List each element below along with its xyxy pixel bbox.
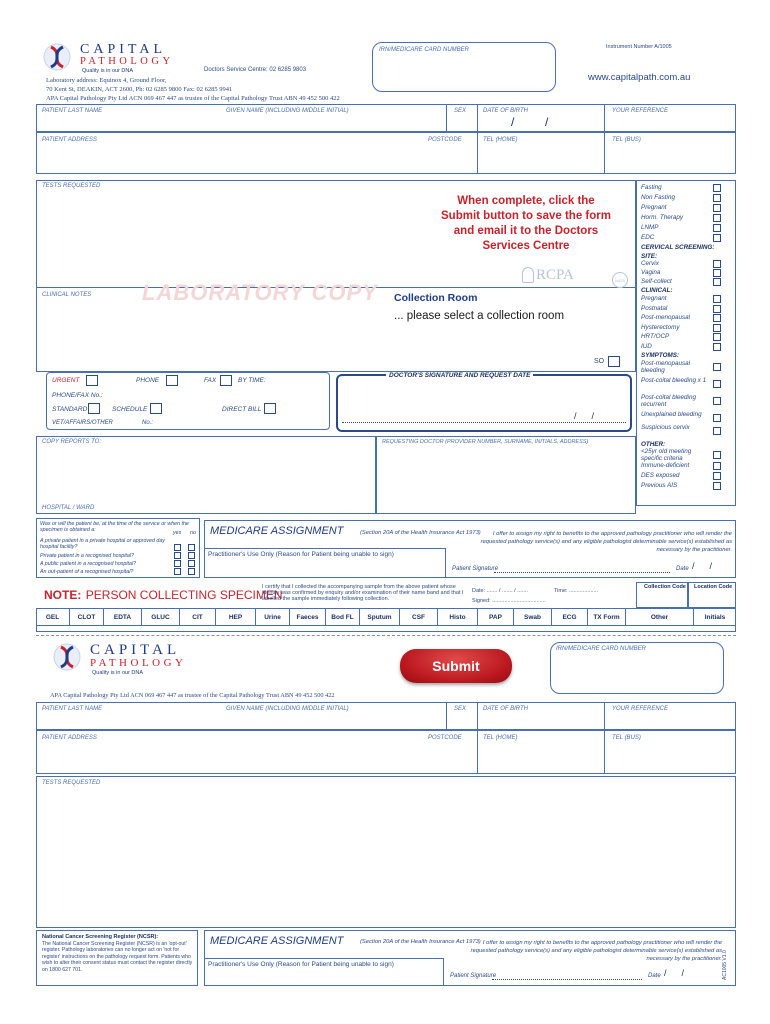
patient-status-checkbox[interactable] bbox=[188, 568, 195, 575]
specimen-type-histo[interactable]: Histo bbox=[438, 609, 478, 625]
clinical-option-checkbox[interactable] bbox=[713, 427, 721, 435]
clinical-option-label: Post-menopausal bleeding bbox=[641, 360, 691, 374]
lower-date-slashes: / / bbox=[664, 968, 685, 978]
urgent-label: URGENT bbox=[52, 377, 80, 384]
submit-button-label: Submit bbox=[432, 658, 480, 674]
logo bbox=[42, 42, 182, 76]
patient-status-q5: An out-patient of a recognised hospital? bbox=[40, 569, 134, 575]
patient-signature-label: Patient Signature bbox=[452, 566, 499, 572]
clinical-section-heading: CERVICAL SCREENING: bbox=[641, 244, 715, 251]
specimen-type-gluc[interactable]: GLUC bbox=[142, 609, 180, 625]
brand-tagline: Quality is in our DNA bbox=[82, 68, 134, 74]
location-code-label: Location Code bbox=[694, 584, 733, 590]
tests-requested-label: TESTS REQUESTED bbox=[42, 183, 101, 189]
clinical-option-label: Post-coital bleeding x 1 bbox=[641, 377, 707, 384]
specimen-type-sputum[interactable]: Sputum bbox=[360, 609, 400, 625]
clinical-option-label: Hysterectomy bbox=[641, 323, 680, 331]
clinical-option-label: Fasting bbox=[641, 184, 662, 191]
sex-divider bbox=[446, 104, 447, 132]
patient-status-q1: Was or will the patient be, at the time of the service or when the specimen is obtained a: bbox=[40, 521, 189, 533]
lower-brand-tagline: Quality is in our DNA bbox=[92, 670, 144, 676]
note-label: NOTE: bbox=[44, 588, 82, 602]
medicare-date-slashes: / / bbox=[692, 561, 713, 571]
website[interactable]: www.capitalpath.com.au bbox=[588, 72, 691, 83]
clinical-option-label: Non Fasting bbox=[641, 194, 675, 201]
laboratory-copy-watermark: LABORATORY COPY bbox=[142, 280, 378, 305]
lower-tests-label: TESTS REQUESTED bbox=[42, 780, 101, 786]
rcpa-logo bbox=[522, 264, 574, 286]
brand-line1: CAPITAL bbox=[80, 42, 166, 57]
clinical-option-checkbox[interactable] bbox=[713, 214, 721, 222]
ncsr-title: National Cancer Screening Register (NCSR): bbox=[42, 934, 159, 940]
patient-status-checkbox[interactable] bbox=[188, 544, 195, 551]
medicare-section: (Section 20A of the Health Insurance Act 1973) bbox=[360, 530, 481, 536]
collector-time: Time: ................... bbox=[554, 588, 599, 594]
lower-tel-bus-label: TEL (BUS) bbox=[612, 735, 641, 741]
dna-logo-icon bbox=[52, 642, 82, 672]
clinical-option-checkbox[interactable] bbox=[713, 305, 721, 313]
signature-date: / / bbox=[574, 411, 595, 421]
lower-signature-line bbox=[492, 979, 642, 980]
clinical-option-label: Immune-deficient bbox=[641, 462, 690, 469]
dob-divider bbox=[477, 104, 478, 132]
rcpa-text: RCPA bbox=[536, 266, 574, 283]
lower-abn: APA Capital Pathology Pty Ltd ACN 069 467 447 as trustee of the Capital Pathology Trust ABN 49 452 500 422 bbox=[50, 692, 335, 699]
submit-instruction: When complete, click the Submit button to save the form and email it to the Doctors Services Centre bbox=[441, 195, 611, 252]
phone-label: PHONE bbox=[136, 377, 160, 384]
collector-certify: I certify that I collected the accompanying sample from the above patient whose identity was confirmed by enquiry and/or examination of their name band and that I labelled the sample immediately following collection. bbox=[262, 584, 464, 602]
doctor-signature-box[interactable] bbox=[336, 374, 632, 432]
patient-status-q3: Private patient in a recognised hospital? bbox=[40, 553, 134, 559]
collector-date: Date: ....... / ....... / ....... bbox=[472, 588, 528, 594]
clinical-option-checkbox[interactable] bbox=[713, 184, 721, 192]
irn-label: IRN/MEDICARE CARD NUMBER bbox=[379, 47, 470, 53]
given-name-label: GIVEN NAME (INCLUDING MIDDLE INITIAL) bbox=[226, 108, 349, 114]
clinical-option-label: Unexplained bleeding bbox=[641, 411, 702, 418]
clinical-section-heading: SITE: bbox=[641, 253, 658, 260]
your-reference-label: YOUR REFERENCE bbox=[612, 108, 669, 114]
clinical-option-checkbox[interactable] bbox=[713, 269, 721, 277]
nata-text: NATA bbox=[614, 277, 626, 283]
dob-slash-1: / bbox=[511, 115, 515, 129]
lower-sex-divider bbox=[446, 702, 447, 730]
lab-address-2: 70 Kent St, DEAKIN, ACT 2600, Ph: 02 6285 9800 Fax: 02 6285 9941 bbox=[46, 86, 233, 93]
patient-status-checkbox[interactable] bbox=[174, 552, 181, 559]
lower-practitioner-label: Practitioner's Use Only (Reason for Patient being unable to sign) bbox=[208, 961, 394, 968]
copy-reports-label: COPY REPORTS TO: bbox=[42, 439, 102, 445]
clinical-section-heading: OTHER: bbox=[641, 441, 666, 448]
fax-label: FAX bbox=[204, 377, 217, 384]
lower-given-name-label: GIVEN NAME (INCLUDING MIDDLE INITIAL) bbox=[226, 706, 349, 712]
practitioner-use-label: Practitioner's Use Only (Reason for Patient being unable to sign) bbox=[208, 551, 394, 558]
collector-signed: Signed: ................................... bbox=[472, 598, 546, 604]
patient-status-checkbox[interactable] bbox=[188, 552, 195, 559]
clinical-option-checkbox[interactable] bbox=[713, 234, 721, 242]
clinical-option-checkbox[interactable] bbox=[713, 472, 721, 480]
sex-label: SEX bbox=[454, 108, 467, 114]
ncsr-text: The National Cancer Screening Register (NCSR) is an 'opt-out' register. Pathology laboratories can no longer act on 'not for register' instructions on the pathology request form. Patients who wish to alter their consent status must contact the register directly on 1800 627 701. bbox=[42, 941, 193, 973]
standard-checkbox[interactable] bbox=[88, 403, 100, 414]
instrument-number: Instrument Number A/1005 bbox=[606, 44, 672, 50]
clinical-option-checkbox[interactable] bbox=[713, 482, 721, 490]
clinical-option-label: Postnatal bbox=[641, 304, 668, 312]
clinical-option-checkbox[interactable] bbox=[713, 333, 721, 341]
clinical-option-label: Pregnant bbox=[641, 295, 667, 302]
hospital-ward-label: HOSPITAL / WARD bbox=[42, 505, 95, 511]
urgent-checkbox[interactable] bbox=[86, 375, 98, 386]
lower-date-label: Date bbox=[648, 973, 661, 979]
lower-tests-box[interactable] bbox=[36, 776, 736, 928]
lower-dob-divider bbox=[477, 702, 478, 730]
clinical-option-label: Self-collect bbox=[641, 278, 672, 285]
lower-patient-signature-label: Patient Signature bbox=[450, 973, 497, 979]
clinical-option-label: Post-menopausal bbox=[641, 314, 691, 321]
dob-label: DATE OF BIRTH bbox=[483, 108, 529, 114]
clinical-option-label: IUD bbox=[641, 342, 652, 350]
clinical-option-checkbox[interactable] bbox=[713, 260, 721, 268]
specimen-type-edta[interactable]: EDTA bbox=[104, 609, 142, 625]
specimen-type-hep[interactable]: HEP bbox=[216, 609, 256, 625]
collection-code-label: Collection Code bbox=[644, 584, 686, 590]
lower-ref-divider bbox=[604, 702, 605, 730]
clinical-option-checkbox[interactable] bbox=[713, 380, 721, 388]
lower-irn-label: IRN/MEDICARE CARD NUMBER bbox=[556, 646, 647, 652]
lab-address-1: Laboratory address: Equinox 4, Ground Floor, bbox=[46, 77, 167, 84]
fax-checkbox[interactable] bbox=[220, 375, 232, 386]
vet-no-label: No.: bbox=[142, 420, 154, 426]
clinical-option-checkbox[interactable] bbox=[713, 295, 721, 303]
direct-bill-label: DIRECT BILL bbox=[222, 406, 262, 413]
clinical-option-checkbox[interactable] bbox=[713, 314, 721, 322]
clinical-option-label: LNMP bbox=[641, 224, 659, 231]
specimen-type-cit[interactable]: CIT bbox=[180, 609, 216, 625]
clinical-option-label: Cervix bbox=[641, 260, 659, 267]
brand-line2: PATHOLOGY bbox=[80, 56, 174, 67]
clinical-section-heading: SYMPTOMS: bbox=[641, 352, 680, 359]
lower-brand-line2: PATHOLOGY bbox=[90, 657, 187, 669]
clinical-option-checkbox[interactable] bbox=[713, 194, 721, 202]
lower-last-name-label: PATIENT LAST NAME bbox=[42, 706, 103, 712]
schedule-checkbox[interactable] bbox=[150, 403, 162, 414]
tear-line bbox=[36, 635, 736, 636]
medicare-title: MEDICARE ASSIGNMENT bbox=[210, 525, 344, 537]
patient-status-checkbox[interactable] bbox=[174, 568, 181, 575]
clinical-option-label: Pregnant bbox=[641, 204, 667, 211]
lower-medicare-section: (Section 20A of the Health Insurance Act 1973) bbox=[360, 939, 481, 945]
yes-label: yes bbox=[173, 530, 182, 536]
person-collecting-label: PERSON COLLECTING SPECIMEN bbox=[85, 588, 283, 602]
dob-slash-2: / bbox=[545, 115, 549, 129]
clinical-option-checkbox[interactable] bbox=[713, 224, 721, 232]
clinical-option-checkbox[interactable] bbox=[713, 204, 721, 212]
so-checkbox[interactable] bbox=[608, 356, 620, 367]
clinical-option-label: Post-coital bleeding recurrent bbox=[641, 394, 696, 408]
clinical-option-checkbox[interactable] bbox=[713, 324, 721, 332]
lower-tel-home-divider bbox=[477, 730, 478, 774]
patient-status-checkbox[interactable] bbox=[174, 544, 181, 551]
tel-bus-label: TEL (BUS) bbox=[612, 137, 641, 143]
clinical-option-label: Previous AIS bbox=[641, 482, 678, 489]
specimen-type-other[interactable]: Other bbox=[626, 609, 694, 625]
specimen-type-initials[interactable]: Initials bbox=[704, 613, 726, 621]
patient-status-q4: A public patient in a recognised hospital? bbox=[40, 561, 137, 567]
patient-status-checkbox[interactable] bbox=[188, 560, 195, 567]
medicare-date-label: Date bbox=[676, 566, 689, 572]
lower-medicare-text: I offer to assign my right to benefits to the approved pathology practitioner who will render the requested pathology service(s) and any eligible pathologist determinable service(s) established as necessary by the practitioner. bbox=[470, 940, 722, 962]
form-code: AC1005 V1.0 bbox=[722, 950, 728, 980]
no-label: no bbox=[190, 530, 196, 536]
schedule-label: SCHEDULE bbox=[112, 406, 148, 413]
specimen-type-ecg[interactable]: ECG bbox=[552, 609, 588, 625]
specimen-type-bod-fl[interactable]: Bod FL bbox=[326, 609, 360, 625]
lower-sex-label: SEX bbox=[454, 706, 467, 712]
specimen-type-csf[interactable]: CSF bbox=[400, 609, 438, 625]
vet-affairs-label: VET/AFFAIRS/OTHER bbox=[52, 420, 113, 426]
tel-home-label: TEL (HOME) bbox=[483, 137, 518, 143]
copy-reports-box[interactable] bbox=[36, 436, 376, 514]
clinical-option-checkbox[interactable] bbox=[713, 451, 721, 459]
nata-logo bbox=[612, 272, 628, 288]
specimen-type-gel[interactable]: GEL bbox=[36, 609, 70, 625]
specimen-type-urine[interactable]: Urine bbox=[256, 609, 290, 625]
lower-logo bbox=[52, 642, 212, 678]
doctor-signature-title: DOCTOR'S SIGNATURE AND REQUEST DATE bbox=[386, 372, 533, 379]
direct-bill-checkbox[interactable] bbox=[264, 403, 276, 414]
clinical-option-checkbox[interactable] bbox=[713, 462, 721, 470]
phone-checkbox[interactable] bbox=[166, 375, 178, 386]
patient-status-checkbox[interactable] bbox=[174, 560, 181, 567]
doctors-centre-phone: Doctors Service Centre: 02 6285 9803 bbox=[204, 67, 307, 73]
clinical-option-label: Suspicious cervix bbox=[641, 424, 690, 431]
clinical-option-label: HRT/OCP bbox=[641, 333, 670, 340]
clinical-option-checkbox[interactable] bbox=[713, 278, 721, 286]
specimen-tick-row[interactable] bbox=[36, 626, 736, 632]
clinical-option-checkbox[interactable] bbox=[713, 414, 721, 422]
so-label: SO bbox=[594, 358, 605, 365]
lower-medicare-title: MEDICARE ASSIGNMENT bbox=[210, 935, 344, 947]
clinical-option-label: Horm. Therapy bbox=[641, 214, 683, 221]
requesting-doctor-label: REQUESTING DOCTOR (PROVIDER NUMBER, SURNAME, INITIALS, ADDRESS) bbox=[382, 439, 589, 445]
clinical-option-label: <25yr old meeting specific criteria bbox=[641, 448, 692, 462]
rcpa-emblem-icon bbox=[522, 267, 534, 283]
requesting-doctor-box[interactable] bbox=[376, 436, 636, 514]
clinical-option-label: Vagina bbox=[641, 269, 661, 276]
dna-logo-icon bbox=[42, 42, 72, 72]
specimen-type-tx-form[interactable]: TX Form bbox=[588, 609, 626, 625]
lower-your-reference-label: YOUR REFERENCE bbox=[612, 706, 669, 712]
patient-signature-line bbox=[494, 572, 670, 573]
signature-line bbox=[342, 422, 626, 423]
collection-room-select[interactable]: ... please select a collection room bbox=[394, 310, 565, 322]
lower-tel-bus-divider bbox=[604, 730, 605, 774]
collector-note bbox=[44, 586, 283, 604]
lower-tel-home-label: TEL (HOME) bbox=[483, 735, 518, 741]
lab-address-3: APA Capital Pathology Pty Ltd ACN 069 467 447 as trustee of the Capital Pathology Trust ABN 49 452 500 422 bbox=[46, 95, 340, 102]
ref-divider bbox=[604, 104, 605, 132]
clinical-option-checkbox[interactable] bbox=[713, 397, 721, 405]
irn-box[interactable] bbox=[372, 42, 556, 92]
lower-postcode-label: POSTCODE bbox=[428, 735, 462, 741]
lower-brand-line1: CAPITAL bbox=[90, 642, 181, 658]
specimen-type-swab[interactable]: Swab bbox=[514, 609, 552, 625]
clinical-option-label: EDC bbox=[641, 234, 655, 241]
lower-dob-label: DATE OF BIRTH bbox=[483, 706, 529, 712]
patient-address-label: PATIENT ADDRESS bbox=[42, 137, 97, 143]
standard-label: STANDARD bbox=[52, 406, 88, 413]
clinical-notes-label: CLINICAL NOTES bbox=[42, 292, 92, 298]
by-time-label: BY TIME: bbox=[238, 377, 266, 384]
clinical-option-checkbox[interactable] bbox=[713, 343, 721, 351]
postcode-label: POSTCODE bbox=[428, 137, 462, 143]
clinical-option-checkbox[interactable] bbox=[713, 363, 721, 371]
phone-fax-no-label: PHONE/FAX No.: bbox=[52, 392, 103, 399]
medicare-text: I offer to assign my right to benefits to the approved pathology practitioner who will render the requested pathology service(s) and any eligible pathologist determinable service(s) established as necessary by the practitioner. bbox=[480, 531, 732, 553]
patient-last-name-label: PATIENT LAST NAME bbox=[42, 108, 103, 114]
clinical-option-label: DES exposed bbox=[641, 472, 680, 479]
lower-address-label: PATIENT ADDRESS bbox=[42, 735, 97, 741]
tel-bus-divider bbox=[604, 132, 605, 174]
specimen-type-faeces[interactable]: Faeces bbox=[290, 609, 326, 625]
submit-button[interactable] bbox=[400, 649, 512, 683]
tel-home-divider bbox=[477, 132, 478, 174]
specimen-type-pap[interactable]: PAP bbox=[478, 609, 514, 625]
patient-status-q2: A private patient in a private hospital or approved day hospital facility? bbox=[40, 538, 165, 550]
collection-room-title: Collection Room bbox=[394, 292, 478, 304]
specimen-type-clot[interactable]: CLOT bbox=[70, 609, 104, 625]
clinical-section-heading: CLINICAL: bbox=[641, 287, 673, 294]
